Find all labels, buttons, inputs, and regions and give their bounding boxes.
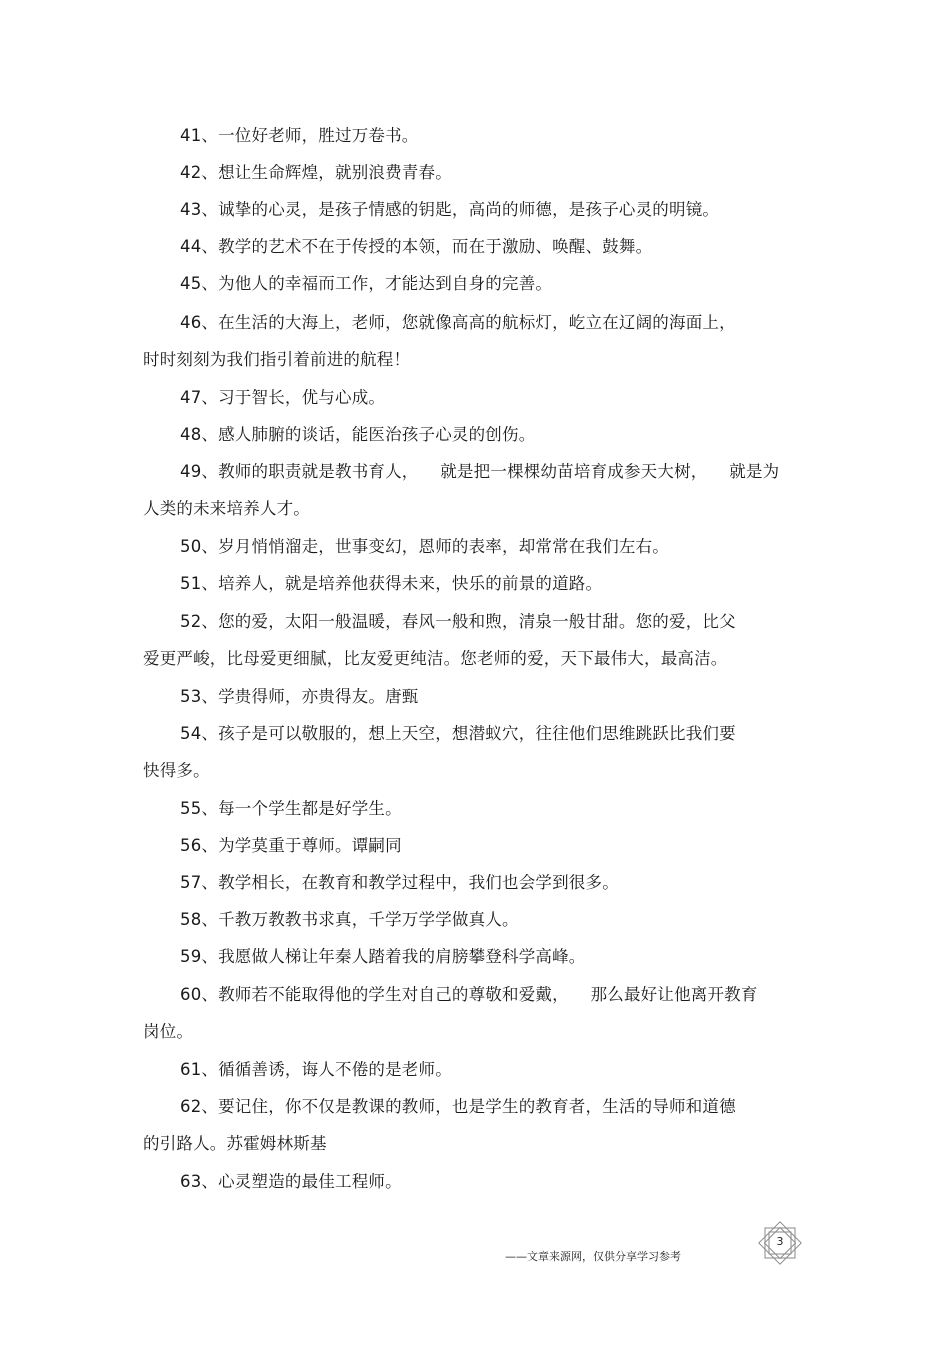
quote-61: 61、循循善诱，诲人不倦的是老师。 xyxy=(180,1060,452,1079)
quote-54-line2: 快得多。 xyxy=(143,761,210,780)
quote-42: 42、想让生命辉煌，就别浪费青春。 xyxy=(180,163,452,182)
quote-43: 43、诚挚的心灵，是孩子情感的钥匙，高尚的师德，是孩子心灵的明镜。 xyxy=(180,200,720,219)
quote-59: 59、我愿做人梯让年秦人踏着我的肩膀攀登科学高峰。 xyxy=(180,947,586,966)
page-number: 3 xyxy=(776,1235,784,1248)
quote-49-line2: 人类的未来培养人才。 xyxy=(143,499,310,518)
quote-60-line2: 岗位。 xyxy=(143,1022,194,1041)
quote-55: 55、每一个学生都是好学生。 xyxy=(180,799,402,818)
quote-41: 41、一位好老师，胜过万卷书。 xyxy=(180,126,419,145)
quote-47: 47、习于智长，优与心成。 xyxy=(180,388,386,407)
quote-54-line1: 54、孩子是可以敬服的，想上天空，想潜蚁穴，往往他们思维跳跃比我们要 xyxy=(180,724,736,743)
quote-46-line1: 46、在生活的大海上，老师，您就像高高的航标灯，屹立在辽阔的海面上， xyxy=(180,313,736,332)
quote-56: 56、为学莫重于尊师。谭嗣同 xyxy=(180,836,402,855)
quote-53: 53、学贵得师，亦贵得友。唐甄 xyxy=(180,687,419,706)
quote-58: 58、千教万教教书求真，千学万学学做真人。 xyxy=(180,910,519,929)
quote-51: 51、培养人，就是培养他获得未来，快乐的前景的道路。 xyxy=(180,574,603,593)
quote-48: 48、感人肺腑的谈话，能医治孩子心灵的创伤。 xyxy=(180,425,536,444)
quote-52-line1: 52、您的爱，太阳一般温暖，春风一般和煦，清泉一般甘甜。您的爱，比父 xyxy=(180,612,736,631)
quote-46-line2: 时时刻刻为我们指引着前进的航程！ xyxy=(143,350,411,369)
quote-62-line2: 的引路人。苏霍姆林斯基 xyxy=(143,1134,327,1153)
page-number-badge xyxy=(757,1220,803,1266)
quote-44: 44、教学的艺术不在于传授的本领，而在于激励、唤醒、鼓舞。 xyxy=(180,237,653,256)
quote-63: 63、心灵塑造的最佳工程师。 xyxy=(180,1172,402,1191)
footer-source-note: ——文章来源网，仅供分享学习参考 xyxy=(505,1250,681,1263)
quote-49-line1: 49、教师的职责就是教书育人， 就是把一棵棵幼苗培育成参天大树， 就是为 xyxy=(180,462,780,481)
quote-52-line2: 爱更严峻，比母爱更细腻，比友爱更纯洁。您老师的爱，天下最伟大，最高洁。 xyxy=(143,649,728,668)
quote-62-line1: 62、要记住，你不仅是教课的教师，也是学生的教育者，生活的导师和道德 xyxy=(180,1097,736,1116)
quote-45: 45、为他人的幸福而工作，才能达到自身的完善。 xyxy=(180,274,553,293)
quote-57: 57、教学相长，在教育和教学过程中，我们也会学到很多。 xyxy=(180,873,619,892)
quote-50: 50、岁月悄悄溜走，世事变幻，恩师的表率，却常常在我们左右。 xyxy=(180,537,669,556)
quote-60-line1: 60、教师若不能取得他的学生对自己的尊敬和爱戴， 那么最好让他离开教育 xyxy=(180,985,758,1004)
